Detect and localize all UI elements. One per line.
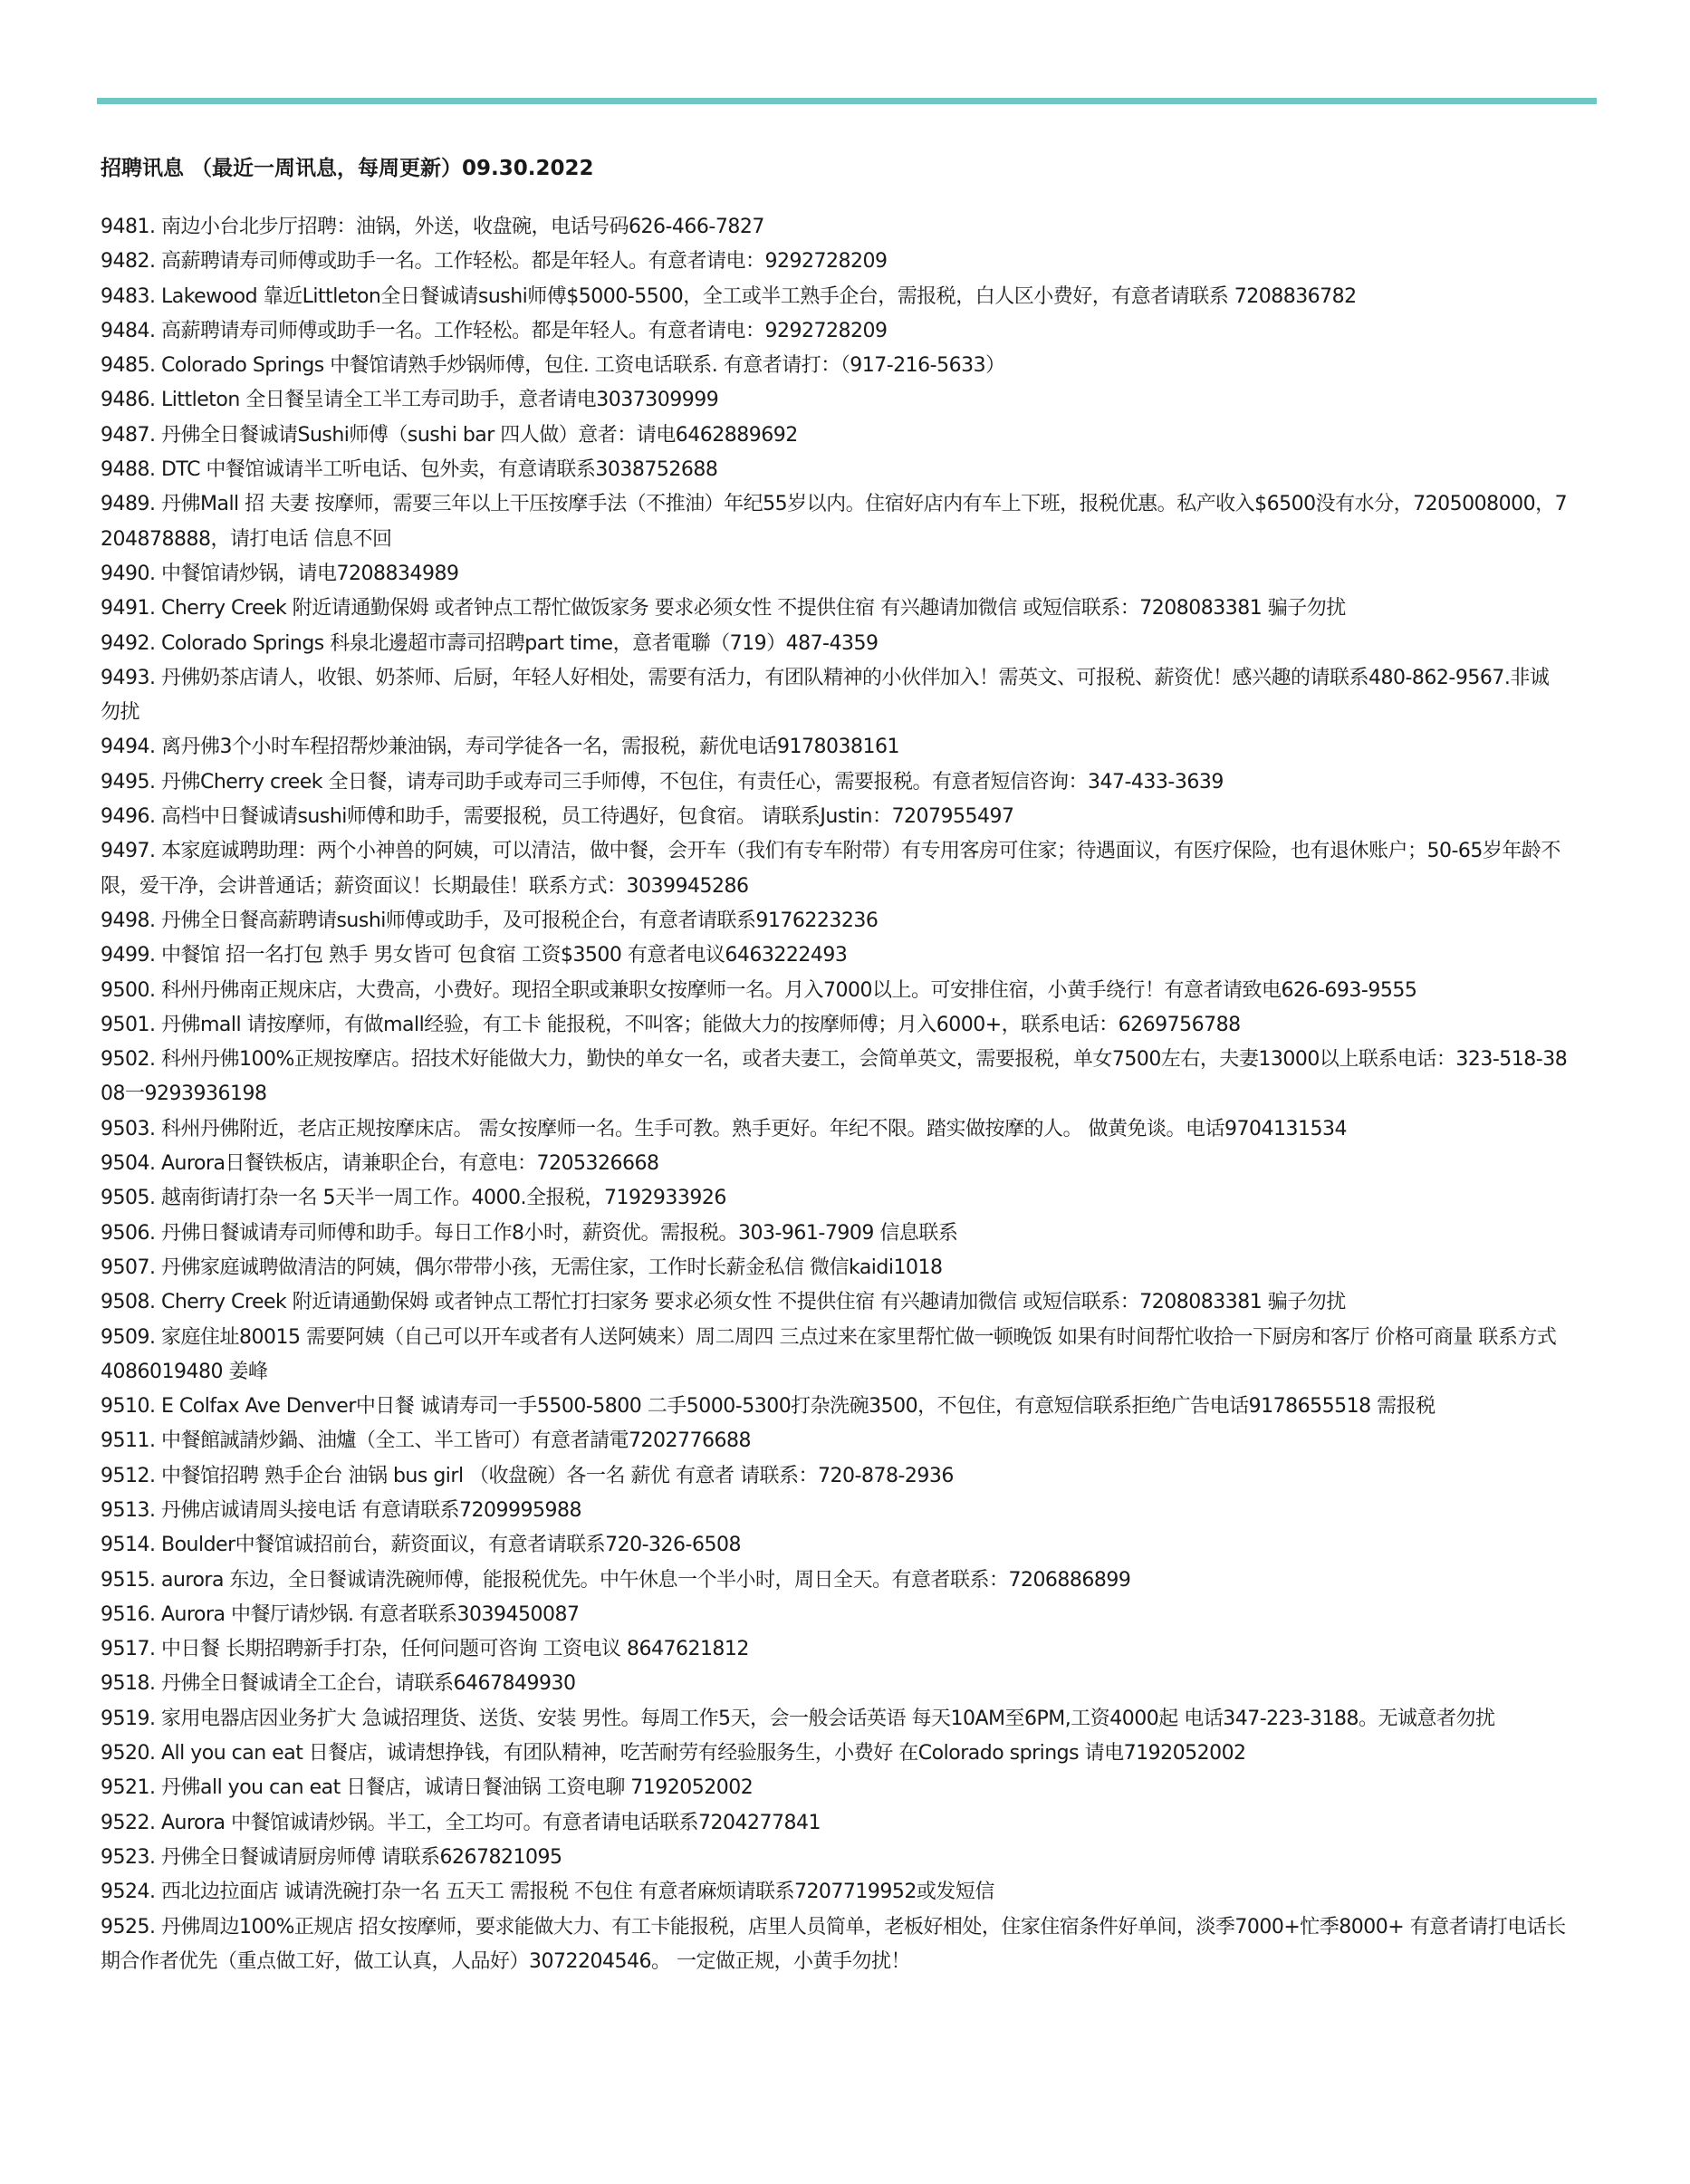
job-listing: 9484. 高薪聘请寿司师傅或助手一名。工作轻松。都是年轻人。有意者请电：9292728209 xyxy=(101,319,888,342)
job-listing: 9495. 丹佛Cherry creek 全日餐，请寿司助手或寿司三手师傅，不包住，有责任心，需要报税。有意者短信咨询：347-433-3639 xyxy=(101,770,1224,794)
job-listing: 9516. Aurora 中餐厅请炒锅. 有意者联系3039450087 xyxy=(101,1602,580,1626)
job-listing: 9498. 丹佛全日餐高薪聘请sushi师傅或助手，及可报税企台，有意者请联系9176223236 xyxy=(101,909,879,932)
job-listing: 9503. 科州丹佛附近，老店正规按摩床店。 需女按摩师一名。生手可教。熟手更好。年纪不限。踏实做按摩的人。 做黄免谈。电话9704131534 xyxy=(101,1117,1347,1140)
job-listing: 9509. 家庭住址80015 需要阿姨（自己可以开车或者有人送阿姨来）周二周四 三点过来在家里帮忙做一顿晚饭 如果有时间帮忙收拾一下厨房和客厅 价格可商量 联系方式 4086019480 姜峰 xyxy=(101,1325,1557,1383)
job-listing: 9519. 家用电器店因业务扩大 急诚招理货、送货、安装 男性。每周工作5天，会一般会话英语 每天10AM至6PM,工资4000起 电话347-223-3188。无诚意者勿扰 xyxy=(101,1707,1495,1730)
job-listing: 9483. Lakewood 靠近Littleton全日餐诚请sushi师傅$5000-5500，全工或半工熟手企台，需报税，白人区小费好，有意者请联系 7208836782 xyxy=(101,284,1357,308)
job-listing: 9521. 丹佛all you can eat 日餐店，诚请日餐油锅 工资电聊 7192052002 xyxy=(101,1776,754,1800)
top-divider xyxy=(97,98,1597,104)
job-listing: 9481. 南边小台北步厅招聘：油锅，外送，收盘碗，电话号码626-466-7827 xyxy=(101,216,764,238)
job-listing: 9510. E Colfax Ave Denver中日餐 诚请寿司一手5500-5800 二手5000-5300打杂洗碗3500，不包住，有意短信联系拒绝广告电话9178655518 需报税 xyxy=(101,1395,1436,1419)
job-listing: 9489. 丹佛Mall 招 夫妻 按摩师，需要三年以上干压按摩手法（不推油）年纪55岁以内。住宿好店内有车上下班，报税优惠。私产收入$6500没有水分，7205008000，7204878888，请打电话 信息不回 xyxy=(101,493,1568,551)
job-listing: 9493. 丹佛奶茶店请人，收银、奶茶师、后厨，年轻人好相处，需要有活力，有团队精神的小伙伴加入！需英文、可报税、薪资优！感兴趣的请联系480-862-9567.非诚勿扰 xyxy=(101,666,1550,725)
job-listing: 9486. Littleton 全日餐呈请全工半工寿司助手，意者请电3037309999 xyxy=(101,389,719,412)
job-listing: 9522. Aurora 中餐馆诚请炒锅。半工，全工均可。有意者请电话联系7204277841 xyxy=(101,1811,821,1834)
job-listing: 9517. 中日餐 长期招聘新手打杂，任何问题可咨询 工资电议 8647621812 xyxy=(101,1638,749,1661)
job-listing: 9502. 科州丹佛100%正规按摩店。招技术好能做大力，勤快的单女一名，或者夫妻工，会简单英文，需要报税，单女7500左右，夫妻13000以上联系电话：323-518-3808一9293936198 xyxy=(101,1048,1568,1106)
job-listing: 9504. Aurora日餐铁板店，请兼职企台，有意电：7205326668 xyxy=(101,1152,659,1176)
job-listing: 9506. 丹佛日餐诚请寿司师傅和助手。每日工作8小时，薪资优。需报税。303-961-7909 信息联系 xyxy=(101,1221,958,1245)
job-listing: 9515. aurora 东边，全日餐诚请洗碗师傅，能报税优先。中午休息一个半小时，周日全天。有意者联系：7206886899 xyxy=(101,1568,1131,1592)
page-title: 招聘讯息 （最近一周讯息，每周更新）09.30.2022 xyxy=(101,157,594,180)
job-listing: 9513. 丹佛店诚请周头接电话 有意请联系7209995988 xyxy=(101,1498,581,1522)
job-listing: 9523. 丹佛全日餐诚请厨房师傅 请联系6267821095 xyxy=(101,1845,562,1869)
job-listing: 9511. 中餐館誠請炒鍋、油爐（全工、半工皆可）有意者請電7202776688 xyxy=(101,1429,751,1453)
job-listing: 9496. 高档中日餐诚请sushi师傅和助手，需要报税，员工待遇好，包食宿。 请联系Justin：7207955497 xyxy=(101,805,1014,829)
job-listing: 9492. Colorado Springs 科泉北邊超市壽司招聘part time，意者電聯（719）487-4359 xyxy=(101,631,879,655)
job-listing: 9520. All you can eat 日餐店，诚请想挣钱，有团队精神，吃苦耐劳有经验服务生，小费好 在Colorado springs 请电7192052002 xyxy=(101,1742,1246,1765)
job-listing: 9518. 丹佛全日餐诚请全工企台，请联系6467849930 xyxy=(101,1672,576,1696)
job-listing: 9497. 本家庭诚聘助理：两个小神兽的阿姨，可以清洁，做中餐，会开车（我们有专车附带）有专用客房可住家；待遇面议，有医疗保险，也有退休账户；50-65岁年龄不限，爱干净，会讲普通话；薪资面议！长期最佳！联系方式：3039945286 xyxy=(101,840,1560,898)
job-listing: 9507. 丹佛家庭诚聘做清洁的阿姨，偶尔带带小孩，无需住家，工作时长薪金私信 微信kaidi1018 xyxy=(101,1256,943,1279)
job-listing: 9524. 西北边拉面店 诚请洗碗打杂一名 五天工 需报税 不包住 有意者麻烦请联系7207719952或发短信 xyxy=(101,1881,994,1904)
job-listing: 9525. 丹佛周边100%正规店 招女按摩师，要求能做大力、有工卡能报税，店里人员简单，老板好相处，住家住宿条件好单间，淡季7000+忙季8000+ 有意者请打电话长期合作者优先（重点做工好，做工认真，人品好）3072204546。 一定做正规，小黄手勿扰！ xyxy=(101,1915,1566,1973)
job-listing: 9488. DTC 中餐馆诚请半工听电话、包外卖，有意请联系3038752688 xyxy=(101,458,718,482)
job-listing: 9490. 中餐馆请炒锅，请电7208834989 xyxy=(101,562,459,585)
job-listing: 9512. 中餐馆招聘 熟手企台 油锅 bus girl （收盘碗）各一名 薪优 有意者 请联系：720-878-2936 xyxy=(101,1464,954,1487)
job-listings xyxy=(101,210,1568,1979)
job-listing: 9501. 丹佛mall 请按摩师，有做mall经验，有工卡 能报税，不叫客；能做大力的按摩师傅；月入6000+，联系电话：6269756788 xyxy=(101,1013,1241,1036)
job-listing: 9508. Cherry Creek 附近请通勤保姆 或者钟点工帮忙打扫家务 要求必须女性 不提供住宿 有兴趣请加微信 或短信联系：7208083381 骗子勿扰 xyxy=(101,1291,1346,1314)
job-listing: 9482. 高薪聘请寿司师傅或助手一名。工作轻松。都是年轻人。有意者请电：9292728209 xyxy=(101,250,888,274)
job-listing: 9487. 丹佛全日餐诚请Sushi师傅（sushi bar 四人做）意者：请电6462889692 xyxy=(101,423,798,447)
job-listing: 9491. Cherry Creek 附近请通勤保姆 或者钟点工帮忙做饭家务 要求必须女性 不提供住宿 有兴趣请加微信 或短信联系：7208083381 骗子勿扰 xyxy=(101,597,1346,621)
job-listing: 9500. 科州丹佛南正规床店，大费高，小费好。现招全职或兼职女按摩师一名。月入7000以上。可安排住宿，小黄手绕行！有意者请致电626-693-9555 xyxy=(101,978,1417,1002)
job-listing: 9514. Boulder中餐馆诚招前台，薪资面议，有意者请联系720-326-6508 xyxy=(101,1534,741,1557)
job-listing: 9494. 离丹佛3个小时车程招帮炒兼油锅，寿司学徒各一名，需报税，薪优电话9178038161 xyxy=(101,736,899,759)
job-listing: 9499. 中餐馆 招一名打包 熟手 男女皆可 包食宿 工资$3500 有意者电议6463222493 xyxy=(101,944,848,967)
job-listing: 9485. Colorado Springs 中餐馆请熟手炒锅师傅，包住. 工资电话联系. 有意者请打：（917-216-5633） xyxy=(101,354,1005,378)
job-listing: 9505. 越南街请打杂一名 5天半一周工作。4000.全报税，7192933926 xyxy=(101,1187,726,1210)
